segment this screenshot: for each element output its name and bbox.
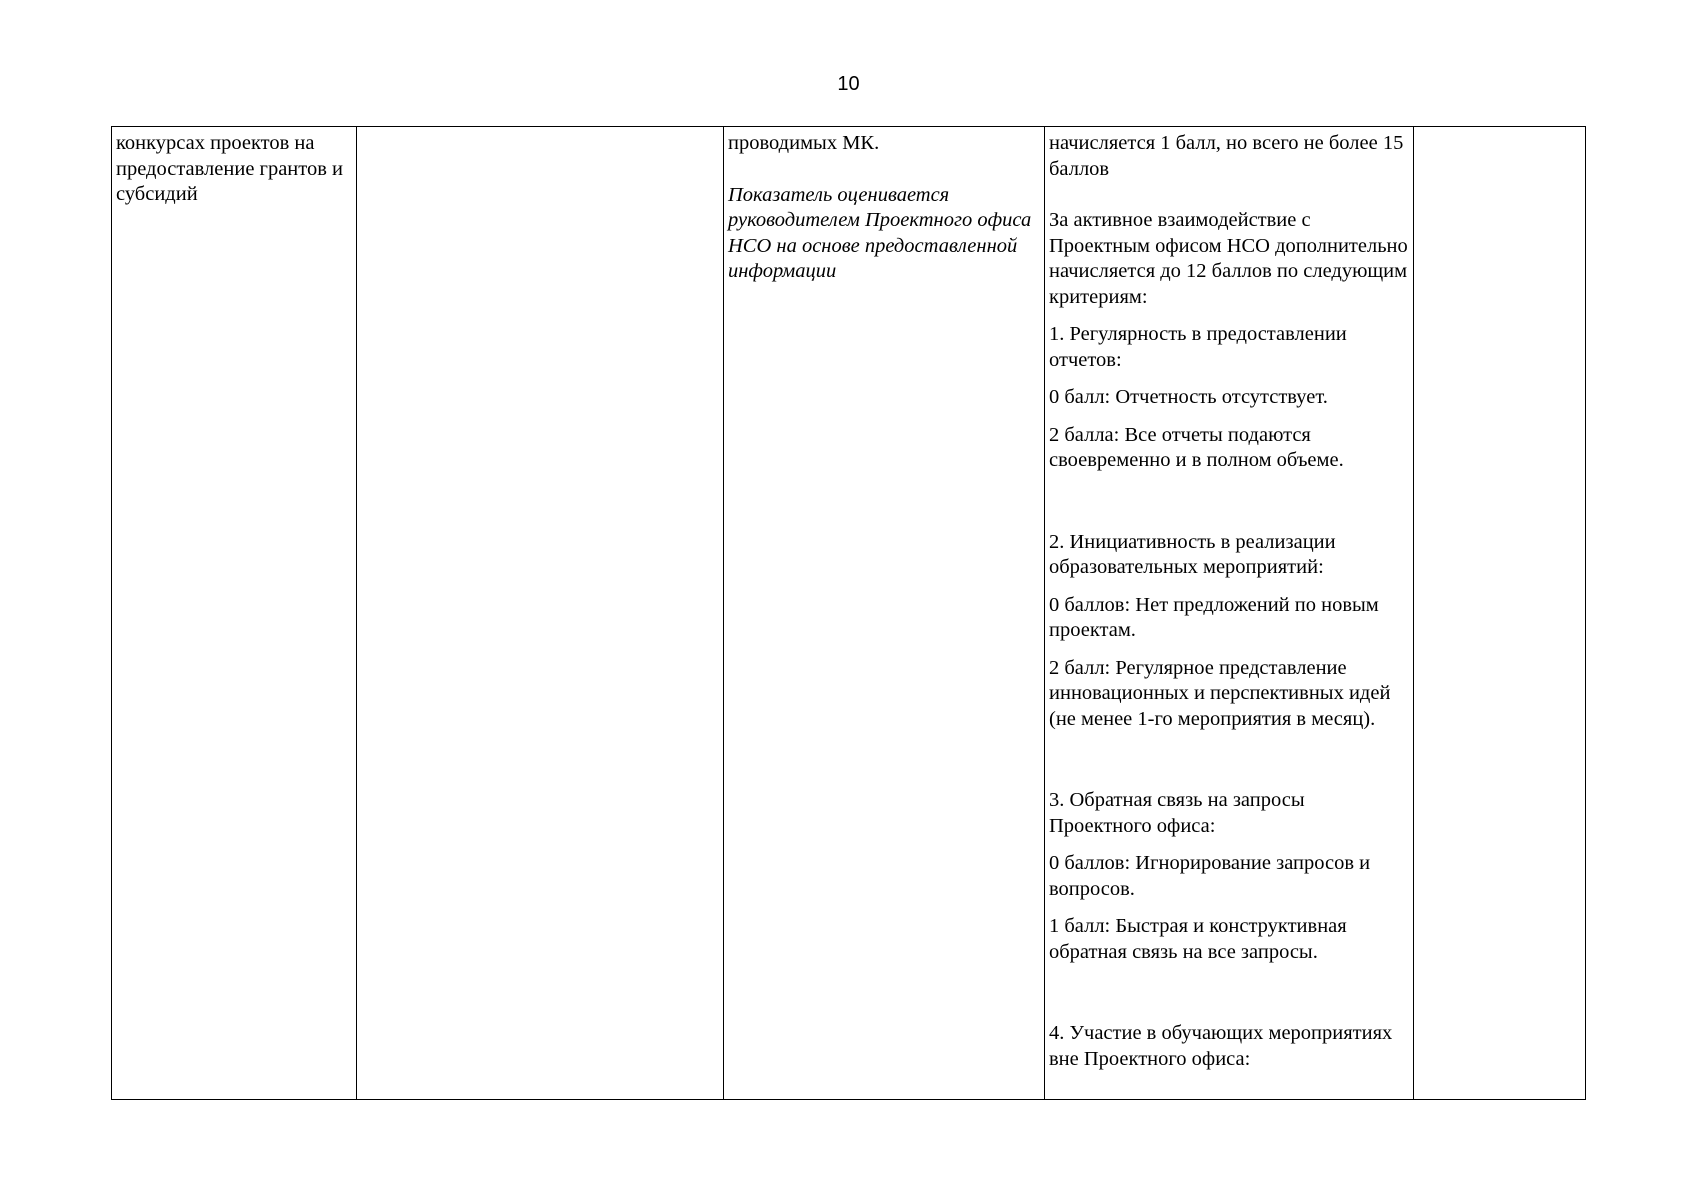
scoring-p9: 3. Обратная связь на запросы Проектного офиса: [1049,789,1305,837]
evaluation-note: Показатель оценивается руководителем Проектного офиса НСО на основе предоставленной информации [728,183,1032,282]
table-row [112,127,1586,1100]
cell-scoring [1045,127,1414,1100]
scoring-p5: 2 балла: Все отчеты подаются своевременно и в полном объеме. [1049,423,1344,471]
scoring-p12: 4. Участие в обучающих мероприятиях вне Проектного офиса: [1049,1022,1393,1070]
scoring-p4: 0 балл: Отчетность отсутствует. [1049,386,1328,408]
scoring-p10: 0 баллов: Игнорирование запросов и вопросов. [1049,852,1371,900]
scoring-p7: 0 баллов: Нет предложений по новым проектам. [1049,593,1379,641]
cell-indicator-name [112,127,357,1100]
scoring-p8: 2 балл: Регулярное представление инновационных и перспективных идей (не менее 1-го мероприятия в месяц). [1049,656,1391,730]
scoring-p2: За активное взаимодействие с Проектным офисом НСО дополнительно начисляется до 12 баллов по следующим критериям: [1049,209,1408,308]
scoring-p1: начисляется 1 балл, но всего не более 15 баллов [1049,132,1404,180]
indicator-name-text: конкурсах проектов на предоставление грантов и субсидий [116,132,343,205]
cell-empty-5 [1414,127,1586,1100]
page-number: 10 [837,73,860,95]
cell-empty-2 [357,127,724,1100]
scoring-p6: 2. Инициативность в реализации образовательных мероприятий: [1049,530,1336,578]
scoring-p11: 1 балл: Быстрая и конструктивная обратная связь на все запросы. [1049,915,1347,963]
cell-method [724,127,1045,1100]
criteria-table [111,126,1586,1100]
scoring-p3: 1. Регулярность в предоставлении отчетов: [1049,323,1347,371]
method-text: проводимых МК. [728,132,880,154]
